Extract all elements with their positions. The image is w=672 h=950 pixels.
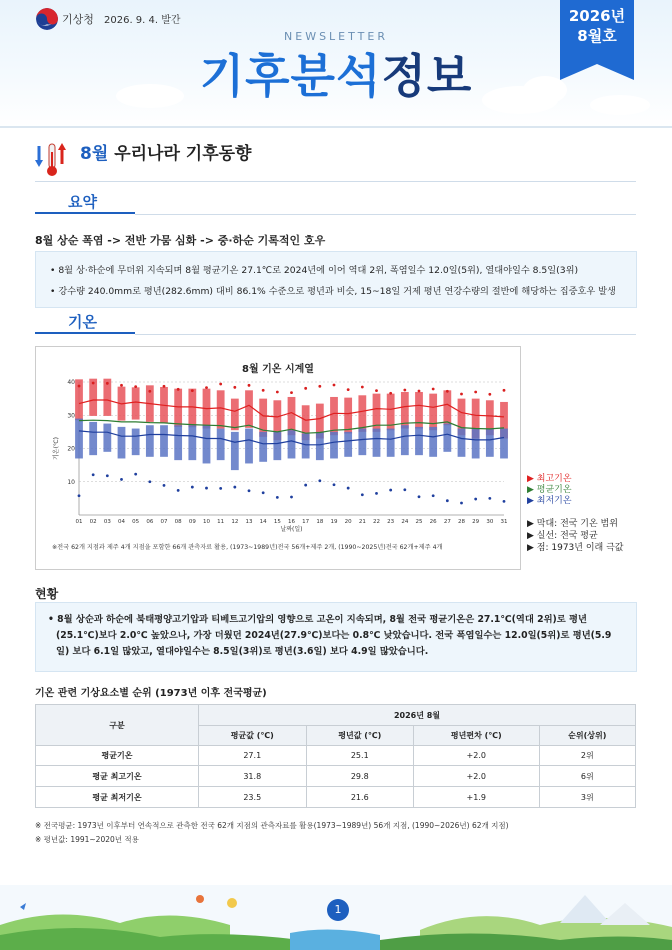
x-tick-label: 17 [302,519,310,525]
record-high-point [148,390,151,393]
table-cell: 6위 [539,766,635,787]
record-low-point [177,489,180,492]
legend-dot-note: ▶ 점: 1973년 이래 극값 [527,543,624,553]
min-range-bar [316,432,324,460]
x-tick-label: 09 [188,519,196,525]
min-range-bar [203,425,211,463]
header-divider [0,126,672,128]
record-low-point [503,500,506,503]
ranking-col-mean: 평균값 (℃) [199,726,307,746]
x-tick-label: 03 [103,519,111,525]
record-low-point [304,484,307,487]
summary-bullet-2: • 강수량 240.0mm로 평년(282.6mm) 대비 86.1% 수준으로 평년과 비슷, 15~18일 거제 평년 연강수량의 절반에 해당하는 집중호우 발생 [50,286,616,297]
min-range-bar [231,432,239,470]
legend-mean: ▶ 평균기온 [527,485,572,495]
table-cell: 25.1 [306,746,414,766]
x-tick-label: 06 [146,519,154,525]
table-cell: 21.6 [306,787,414,808]
x-tick-label: 30 [486,519,494,525]
record-low-point [106,474,109,477]
max-range-bar [358,395,366,432]
section-title-text: 우리나라 기후동향 [114,144,252,164]
table-row [36,746,636,766]
min-range-bar [288,430,296,458]
record-high-point [418,390,421,393]
summary-box [35,251,637,308]
record-low-point [488,497,491,500]
min-range-bar [358,429,366,456]
x-tick-label: 01 [75,519,83,525]
x-tick-label: 23 [387,519,395,525]
max-range-bar [344,398,352,434]
table-cell: +1.9 [414,787,540,808]
record-low-point [92,473,95,476]
x-tick-label: 05 [132,519,140,525]
section-title [80,139,251,164]
record-high-point [219,383,222,386]
x-tick-label: 15 [273,519,281,525]
x-tick-label: 10 [203,519,210,525]
current-line-2: (25.1℃)보다 2.0℃ 높았으나, 가장 더웠던 2024년(27.9℃)보다는 0.8℃ 낮았습니다. 전국 폭염일수는 12.0일(5위)로 평년(5.9 [56,630,612,641]
record-low-point [219,487,222,490]
summary-heading-line [135,214,636,215]
max-range-bar [231,399,239,431]
summary-heading-bar [35,212,135,214]
page-number: 1 [327,899,349,921]
record-high-point [92,382,95,385]
record-high-point [262,389,265,392]
chart-footnote: ※전국 62개 지점과 제주 4개 지점을 포함한 66개 관측자료 활용, (1973~1989년)전국 56개+제주 2개, (1990~2025년)전국 62개+제주 4개 [52,544,443,551]
record-low-point [361,493,364,496]
record-high-point [290,391,293,394]
record-low-point [191,486,194,489]
min-range-bar [429,427,437,457]
current-heading: 현황 [35,587,59,601]
y-axis-label: 기온(℃) [53,436,60,461]
current-text [48,612,611,660]
ranking-table [35,704,636,808]
legend-line-note: ▶ 실선: 전국 평균 [527,531,598,541]
min-range-bar [160,425,168,457]
record-low-point [460,502,463,505]
record-low-point [318,479,321,482]
min-range-bar [75,419,83,459]
record-high-point [276,391,279,394]
min-range-bar [373,429,381,457]
legend-min: ▶ 최저기온 [527,496,572,506]
publish-date: 2026. 9. 4. 발간 [104,15,181,26]
max-range-bar [188,389,196,428]
record-high-point [503,389,506,392]
record-low-point [333,483,336,486]
record-low-point [120,478,123,481]
x-tick-label: 11 [217,519,225,525]
min-range-bar [472,429,480,459]
section-month: 8월 [80,144,109,164]
record-low-point [205,487,208,490]
record-high-point [361,386,364,389]
x-tick-label: 18 [316,519,324,525]
record-high-point [191,389,194,392]
min-range-bar [443,424,451,452]
y-tick-label: 30 [67,412,75,420]
min-range-bar [273,432,281,460]
max-range-bar [132,387,140,419]
issue-month: 8월호 [577,27,617,45]
record-low-point [446,499,449,502]
record-low-point [347,487,350,490]
record-high-point [403,389,406,392]
newsletter-label: NEWSLETTER [284,30,388,43]
x-tick-label: 27 [443,519,451,525]
table-cell: 27.1 [199,746,307,766]
record-high-point [474,391,477,394]
agency-name: 기상청 [62,13,94,26]
record-high-point [106,382,109,385]
x-tick-label: 16 [288,519,295,525]
title-part-1: 기후분석 [199,49,382,103]
legend-bar-note: ▶ 막대: 전국 기온 범위 [527,519,618,529]
max-range-bar [443,390,451,425]
record-high-point [120,384,123,387]
min-range-bar [500,429,508,459]
min-range-bar [245,429,253,464]
record-high-point [347,388,350,391]
ranking-col-anomaly: 평년편차 (℃) [414,726,540,746]
min-range-bar [146,425,154,457]
max-range-bar [217,390,225,428]
temperature-chart [36,347,520,569]
min-range-bar [458,429,466,457]
record-high-point [205,386,208,389]
record-high-point [78,385,81,388]
summary-headline: 8월 상순 폭염 -> 전반 가뭄 심화 -> 중·하순 기록적인 호우 [35,234,326,247]
table-row [36,766,636,787]
row-label: 평균 최고기온 [36,766,199,787]
max-range-bar [174,389,182,427]
min-range-bar [302,434,310,459]
y-tick-label: 20 [67,445,75,453]
record-low-point [163,484,166,487]
min-range-bar [174,425,182,460]
record-high-point [177,388,180,391]
table-cell: 3위 [539,787,635,808]
summary-heading: 요약 [68,193,97,211]
row-label: 평균 최저기온 [36,787,199,808]
record-low-point [290,496,293,499]
max-range-bar [429,394,437,431]
table-cell: 31.8 [199,766,307,787]
government-logo [36,8,58,30]
current-line-1: • 8월 상순과 하순에 북태평양고기압과 티베트고기압의 영향으로 고온이 지속되며, 8월 전국 평균기온은 27.1℃(역대 2위)로 평년 [48,614,587,625]
min-range-bar [132,429,140,456]
ranking-col-group: 구분 [36,705,199,746]
temperature-chart-box [35,346,521,570]
table-cell: 29.8 [306,766,414,787]
x-tick-label: 26 [429,519,437,525]
record-low-point [474,498,477,501]
current-box [35,602,637,672]
x-tick-label: 20 [344,519,352,525]
record-low-point [248,489,251,492]
ranking-period: 2026년 8월 [199,705,636,726]
issue-year: 2026년 [568,7,626,25]
section-divider [35,181,636,182]
legend-max: ▶ 최고기온 [527,474,572,484]
record-high-point [333,384,336,387]
record-low-point [148,480,151,483]
table-row [36,787,636,808]
x-tick-label: 02 [89,519,97,525]
record-low-point [276,496,279,499]
record-high-point [248,384,251,387]
min-range-bar [89,422,97,455]
y-tick-label: 10 [67,478,75,486]
x-axis-label: 날짜(일) [280,526,303,533]
table-cell: +2.0 [414,746,540,766]
chart-title: 8월 기온 시계열 [242,364,314,375]
max-range-bar [245,390,253,428]
ranking-title: 기온 관련 기상요소별 순위 (1973년 이후 전국평균) [35,688,267,699]
record-low-point [233,486,236,489]
x-tick-label: 21 [358,519,366,525]
min-range-bar [217,429,225,461]
record-low-point [375,492,378,495]
x-tick-label: 25 [415,519,423,525]
min-range-bar [401,425,409,455]
title-part-2: 정보 [381,49,473,103]
x-tick-label: 13 [245,519,253,525]
record-high-point [446,390,449,393]
record-low-point [418,495,421,498]
min-range-bar [387,429,395,457]
x-tick-label: 14 [259,519,267,525]
temperature-heading-line [135,334,636,335]
min-range-bar [188,425,196,460]
ranking-note-2: ※ 평년값: 1991~2020년 적용 [35,835,139,844]
record-high-point [318,385,321,388]
x-tick-label: 24 [401,519,409,525]
record-high-point [134,385,137,388]
summary-bullet-1: • 8월 상·하순에 무더위 지속되며 8월 평균기온 27.1℃로 2024년에 이어 역대 2위, 폭염일수 12.0일(5위), 열대야일수 8.5일(3위) [50,265,579,276]
min-range-bar [103,424,111,452]
temperature-heading: 기온 [68,313,97,331]
record-low-point [134,473,137,476]
temperature-heading-bar [35,332,135,334]
record-high-point [375,389,378,392]
y-tick-label: 40 [67,379,75,386]
x-tick-label: 22 [373,519,380,525]
x-tick-label: 19 [330,519,338,525]
row-label: 평균기온 [36,746,199,766]
current-line-3: 일) 보다 6.1일 많았고, 열대야일수는 8.5일(3위)로 평년(3.6일) 보다 4.9일 많았습니다. [56,646,429,657]
record-high-point [233,386,236,389]
record-low-point [389,489,392,492]
thermometer-icon [34,140,74,180]
x-tick-label: 28 [458,519,465,525]
table-cell: 23.5 [199,787,307,808]
min-range-bar [259,432,267,462]
record-high-point [432,388,435,391]
min-range-bar [486,429,494,457]
x-tick-label: 12 [231,519,239,525]
min-range-bar [118,427,126,459]
record-low-point [262,491,265,494]
min-range-bar [344,432,352,457]
ranking-col-normal: 평년값 (℃) [306,726,414,746]
table-cell: +2.0 [414,766,540,787]
issue-badge-text [560,6,634,46]
record-low-point [78,494,81,497]
record-high-point [304,387,307,390]
ranking-col-rank: 순위(상위) [539,726,635,746]
x-tick-label: 31 [500,519,508,525]
record-low-point [403,488,406,491]
record-high-point [460,393,463,396]
table-cell: 2위 [539,746,635,766]
max-range-bar [330,397,338,435]
record-high-point [488,393,491,396]
min-range-bar [330,432,338,459]
x-tick-label: 07 [160,519,168,525]
x-tick-label: 29 [472,519,480,525]
min-range-bar [415,427,423,455]
record-low-point [432,494,435,497]
ranking-note-1: ※ 전국평균: 1973년 이후부터 연속적으로 관측한 전국 62개 지점의 관측자료를 활용(1973~1989년) 56개 지점, (1990~2026년) 62개 지점) [35,821,509,830]
x-tick-label: 04 [118,519,125,525]
x-tick-label: 08 [174,519,182,525]
record-high-point [389,392,392,395]
record-high-point [163,385,166,388]
